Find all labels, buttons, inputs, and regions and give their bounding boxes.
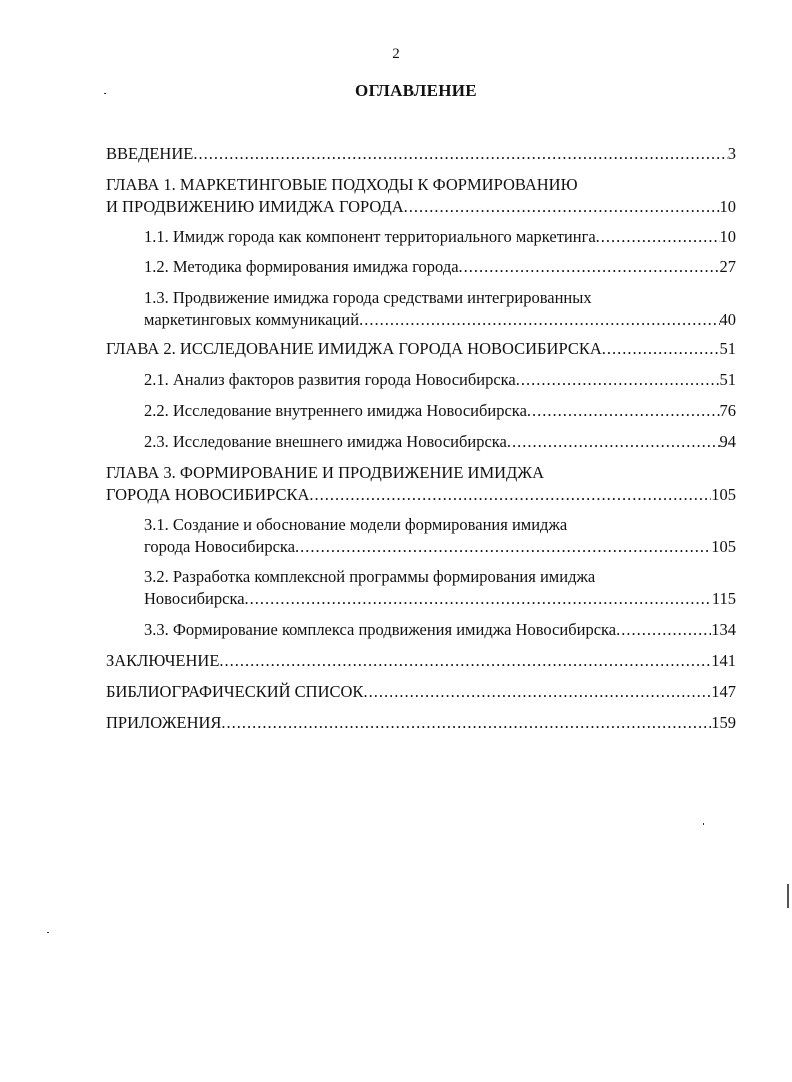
toc-entry-chapter-1[interactable] [106, 174, 736, 218]
toc-entry-3-3[interactable] [144, 619, 736, 641]
toc-entry-title: ГЛАВА 3. ФОРМИРОВАНИЕ И ПРОДВИЖЕНИЕ ИМИДЖА [106, 463, 544, 482]
toc-entry-chapter-2[interactable] [106, 338, 736, 360]
toc-entry-page: 76 [719, 401, 736, 420]
toc-entry-title: ВВЕДЕНИЕ [106, 144, 194, 163]
toc-entry-page: 134 [711, 620, 736, 639]
toc-entry-2-2[interactable] [144, 400, 736, 422]
toc-entry-2-1[interactable] [144, 369, 736, 391]
toc-entry-page: 3 [727, 144, 736, 163]
toc-entry-2-3[interactable] [144, 431, 736, 453]
toc-entry-title: 1.1. Имидж города как компонент территориального маркетинга [144, 227, 596, 246]
toc-entry-title: ЗАКЛЮЧЕНИЕ [106, 651, 220, 670]
toc-entry-title-cont: города Новосибирска [144, 537, 296, 556]
toc-entry-title: 2.2. Исследование внутреннего имиджа Новосибирска [144, 401, 527, 420]
toc-entry-page: 159 [711, 713, 736, 732]
toc-entry-title: ПРИЛОЖЕНИЯ [106, 713, 222, 732]
scan-speck [47, 932, 49, 933]
toc-entry-page: 105 [711, 537, 736, 556]
toc-entry-bibliography[interactable] [106, 681, 736, 703]
toc-entry-title-cont: маркетинговых коммуникаций [144, 310, 360, 329]
page-title: ОГЛАВЛЕНИЕ [355, 81, 477, 100]
toc-entry-1-1[interactable] [144, 226, 736, 248]
toc-entry-1-2[interactable] [144, 256, 736, 278]
toc-entry-page: 51 [719, 370, 736, 389]
toc-entry-page: 115 [711, 589, 736, 608]
toc-entry-appendices[interactable] [106, 712, 736, 734]
toc-entry-introduction[interactable] [106, 143, 736, 165]
toc-entry-page: 40 [719, 310, 736, 329]
toc-entry-page: 147 [711, 682, 736, 701]
toc-entry-title: 1.3. Продвижение имиджа города средствами интегрированных [144, 288, 592, 307]
toc-entry-title-cont: ГОРОДА НОВОСИБИРСКА [106, 485, 310, 504]
toc-entry-title: 3.2. Разработка комплексной программы формирования имиджа [144, 567, 596, 586]
toc-entry-title: 3.1. Создание и обоснование модели формирования имиджа [144, 515, 568, 534]
toc-entry-conclusion[interactable] [106, 650, 736, 672]
page-number: 2 [392, 46, 400, 62]
toc-entry-title: 2.1. Анализ факторов развития города Новосибирска [144, 370, 516, 389]
toc-entry-chapter-3[interactable] [106, 462, 736, 506]
toc-entry-title: 3.3. Формирование комплекса продвижения имиджа Новосибирска [144, 620, 617, 639]
toc-entry-page: 10 [719, 197, 736, 216]
toc-entry-title: БИБЛИОГРАФИЧЕСКИЙ СПИСОК [106, 682, 364, 701]
scan-edge-mark [787, 884, 789, 908]
toc-entry-page: 51 [719, 339, 736, 358]
toc-entry-3-1[interactable] [144, 514, 736, 558]
toc-entry-page: 27 [719, 257, 736, 276]
toc-entry-title: 2.3. Исследование внешнего имиджа Новосибирска [144, 432, 507, 451]
toc-entry-title-cont: И ПРОДВИЖЕНИЮ ИМИДЖА ГОРОДА [106, 197, 404, 216]
toc-entry-title: ГЛАВА 2. ИССЛЕДОВАНИЕ ИМИДЖА ГОРОДА НОВОСИБИРСКА [106, 339, 602, 358]
toc-entry-page: 141 [711, 651, 736, 670]
toc-entry-page: 105 [711, 485, 736, 504]
scan-speck [104, 93, 106, 94]
toc-entry-page: 94 [719, 432, 736, 451]
toc-entry-1-3[interactable] [144, 287, 736, 331]
toc-entry-title: ГЛАВА 1. МАРКЕТИНГОВЫЕ ПОДХОДЫ К ФОРМИРОВАНИЮ [106, 175, 578, 194]
toc-entry-3-2[interactable] [144, 566, 736, 610]
scan-speck [703, 823, 704, 825]
toc-entry-title: 1.2. Методика формирования имиджа города [144, 257, 459, 276]
toc-entry-page: 10 [719, 227, 736, 246]
toc-entry-title-cont: Новосибирска [144, 589, 245, 608]
